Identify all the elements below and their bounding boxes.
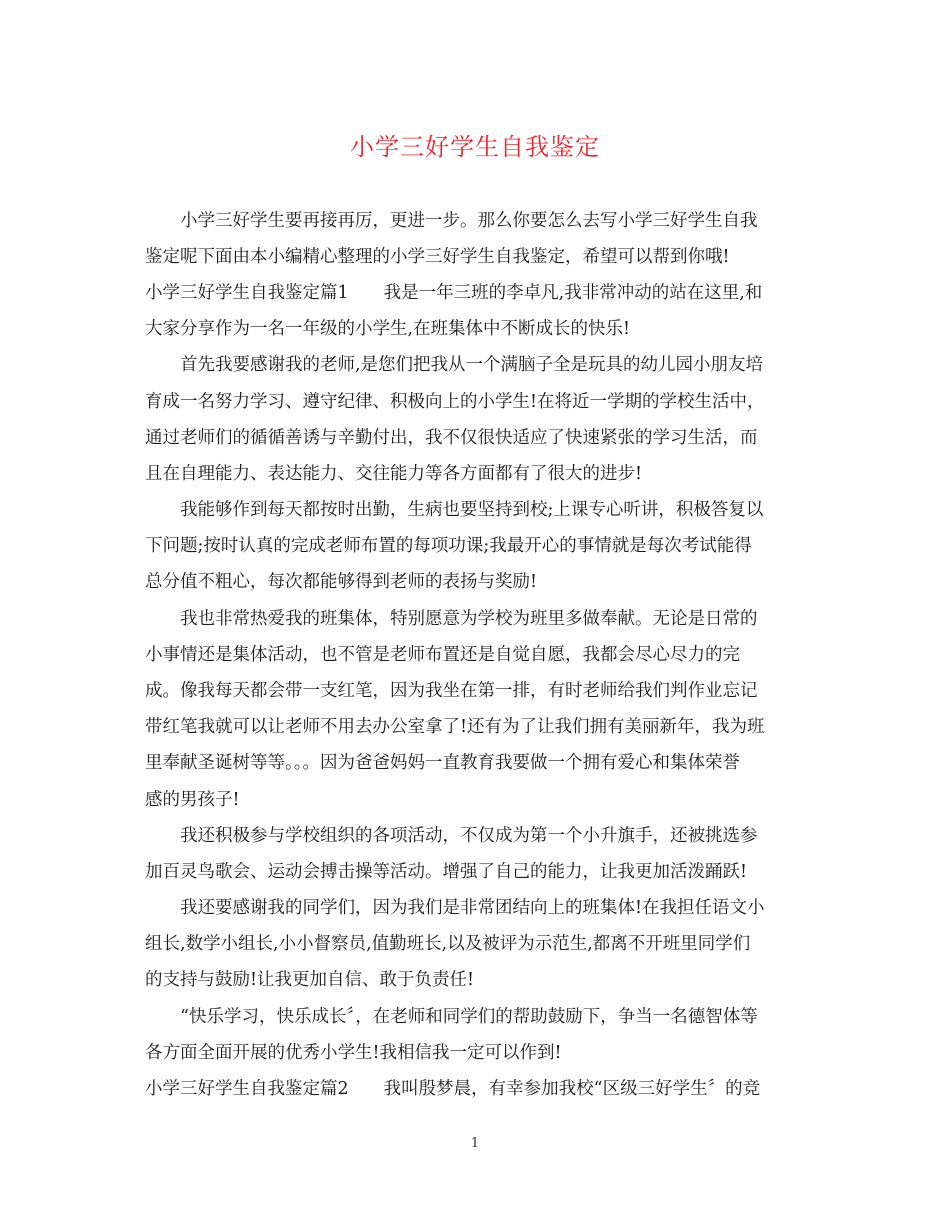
section-heading-line: 小学三好学生自我鉴定篇2 我叫殷梦晨，有幸参加我校“区级三好学生〞的竞 xyxy=(145,1079,761,1099)
text-line: “快乐学习，快乐成长〞，在老师和同学们的帮助鼓励下，争当一名德智体等 xyxy=(180,1007,758,1027)
text-line: 通过老师们的循循善诱与辛勤付出，我不仅很快适应了快速紧张的学习生活，而 xyxy=(145,428,758,448)
text-line: 育成一名努力学习、遵守纪律、积极向上的小学生!在将近一学期的学校生活中， xyxy=(145,392,765,412)
text-line: 我能够作到每天都按时出勤，生病也要坚持到校;上课专心听讲，积极答复以 xyxy=(180,500,764,520)
text-line: 首先我要感谢我的老师,是您们把我从一个满脑子全是玩具的幼儿园小朋友培 xyxy=(180,355,764,375)
text-line: 组长,数学小组长,小小督察员,值勤班长,以及被评为示范生,都离不开班里同学们 xyxy=(145,934,751,954)
text-line: 加百灵鸟歌会、运动会搏击操等活动。增强了自己的能力，让我更加活泼踊跃! xyxy=(145,862,748,882)
text-line: 的支持与鼓励!让我更加自信、敢于负责任! xyxy=(145,970,475,990)
text-line: 感的男孩子! xyxy=(145,790,240,810)
text-line: 我也非常热爱我的班集体，特别愿意为学校为班里多做奉献。无论是日常的 xyxy=(180,609,758,629)
text-line: 成。像我每天都会带一支红笔，因为我坐在第一排，有时老师给我们判作业忘记 xyxy=(145,681,758,701)
text-line: 里奉献圣诞树等等。。。因为爸爸妈妈一直教育我要做一个拥有爱心和集体荣誉 xyxy=(145,753,740,773)
text-line: 带红笔我就可以让老师不用去办公室拿了!还有为了让我们拥有美丽新年，我为班 xyxy=(145,717,765,737)
text-line: 下问题;按时认真的完成老师布置的每项功课;我最开心的事情就是每次考试能得 xyxy=(145,536,752,556)
page-number: 1 xyxy=(470,1136,480,1151)
text-line: 总分值不粗心，每次都能够得到老师的表扬与奖励! xyxy=(145,572,538,592)
text-line: 我还积极参与学校组织的各项活动，不仅成为第一个小升旗手，还被挑选参 xyxy=(180,826,758,846)
text-line: 鉴定呢下面由本小编精心整理的小学三好学生自我鉴定，希望可以帮到你哦! xyxy=(145,247,730,267)
text-line: 各方面全面开展的优秀小学生!我相信我一定可以作到! xyxy=(145,1043,562,1063)
text-line: 小学三好学生要再接再厉，更进一步。那么你要怎么去写小学三好学生自我 xyxy=(180,211,758,231)
text-line: 我还要感谢我的同学们，因为我们是非常团结向上的班集体!在我担任语文小 xyxy=(180,898,765,918)
document-title: 小学三好学生自我鉴定 xyxy=(350,133,600,161)
section-heading-line: 小学三好学生自我鉴定篇1 我是一年三班的李卓凡,我非常冲动的站在这里,和 xyxy=(145,283,763,303)
text-line: 小事情还是集体活动，也不管是老师布置还是自觉自愿，我都会尽心尽力的完 xyxy=(145,645,740,665)
text-line: 大家分享作为一名一年级的小学生,在班集体中不断成长的快乐! xyxy=(145,319,631,339)
text-line: 且在自理能力、表达能力、交往能力等各方面都有了很大的进步! xyxy=(145,464,643,484)
